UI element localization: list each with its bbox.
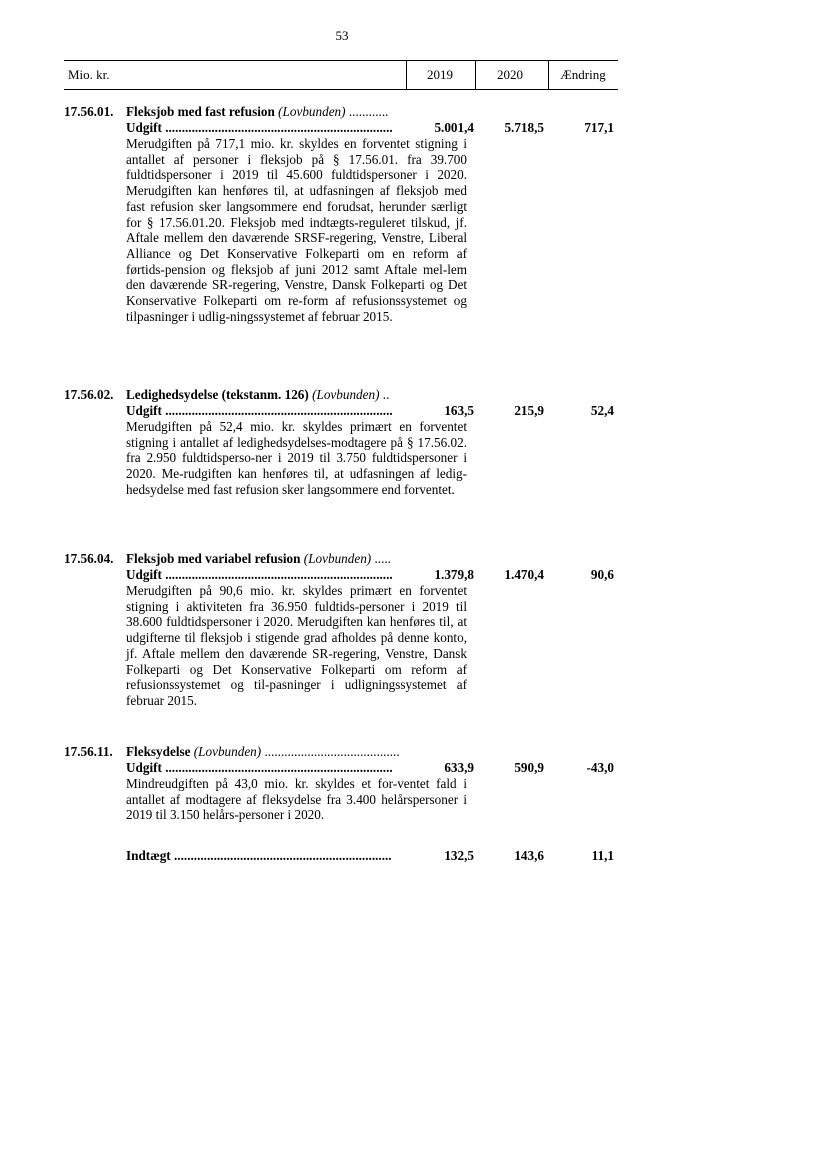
dot-leader: .........................................	[261, 744, 400, 759]
dot-leader: .....................................................................	[161, 760, 393, 775]
value-2019: 132,5	[444, 848, 474, 863]
account-title: Ledighedsydelse (tekstanm. 126)	[126, 387, 309, 402]
column-header-2019: 2019	[427, 67, 453, 82]
account-number: 17.56.01.	[64, 104, 114, 119]
dot-leader: .....	[371, 551, 391, 566]
section-description: Merudgiften på 52,4 mio. kr. skyldes primært en forventet stigning i antallet af ledighedsydelses-modtagere på § 17.56.02. fra 2.950 fuldtidsperso-ner i 2019 til 3.750 fuldtidspersoner i 2020. Me-rudgiften kan henføres til, at udfasningen af ledig-hedsydelse med fast refusion sker langsommere end forventet.	[126, 419, 467, 497]
section-description: Merudgiften på 717,1 mio. kr. skyldes en forventet stigning i antallet af personer i fleksjob på § 17.56.01. fra 39.700 fuldtidspersoner i 2019 til 45.600 fuldtidspersoner i 2020. Merudgiften kan henføres til, at udfasningen af fleksjob med fast refusion sker langsommere end forudsat, herunder særligt for § 17.56.01.20. Fleksjob med indtægts-reguleret tilskud, jf. Aftale mellem den daværende SRSF-regering, Venstre, Liberal Alliance og Det Konservative Folkeparti om en reform af førtids-pension og fleksjob af juni 2012 samt Aftale mel-lem den daværende SR-regering, Venstre, Dansk Folkeparti og Det Konservative Folkeparti om re-form af refusionssystemet og tilpasninger i udlig-ningssystemet af februar 2015.	[126, 136, 467, 324]
amount-row	[64, 120, 618, 136]
account-number: 17.56.11.	[64, 744, 113, 759]
dot-leader: .....................................................................	[161, 120, 393, 135]
table-header	[64, 60, 618, 90]
section-description: Merudgiften på 90,6 mio. kr. skyldes primært en forventet stigning i aktiviteten fra 36.950 fuldtids-personer i 2019 til 38.600 fuldtidspersoner i 2020. Merudgiften kan henføres til, at udgifterne til fleksjob i stigende grad afholdes på denne konto, jf. Aftale mellem den daværende SR-regering, Venstre, Dansk Folkeparti og Det Konservative Folkeparti om reform af refusionssystemet og til-pasninger i udligningssystemet af februar 2015.	[126, 583, 467, 708]
amount-row	[64, 848, 618, 864]
section-title-line	[64, 387, 618, 403]
value-change: 90,6	[590, 567, 614, 582]
value-2019: 1.379,8	[434, 567, 474, 582]
dot-leader: .....................................................................	[161, 403, 393, 418]
column-header-2020: 2020	[497, 67, 523, 82]
dot-leader: ..	[379, 387, 390, 402]
row-label: Udgift	[126, 120, 162, 135]
account-note: (Lovbunden)	[193, 744, 262, 759]
value-2019: 163,5	[444, 403, 474, 418]
account-section	[64, 387, 618, 497]
column-header-change: Ændring	[560, 67, 606, 82]
value-2019: 633,9	[444, 760, 474, 775]
dot-leader: .....................................................................	[161, 567, 393, 582]
section-title-line	[64, 744, 618, 760]
amount-row	[64, 760, 618, 776]
section-title-line	[64, 551, 618, 567]
section-title-line	[64, 104, 618, 120]
account-title: Fleksjob med variabel refusion	[126, 551, 301, 566]
value-change: -43,0	[586, 760, 614, 775]
value-change: 11,1	[591, 848, 614, 863]
row-label: Udgift	[126, 567, 162, 582]
value-change: 717,1	[584, 120, 614, 135]
row-label: Udgift	[126, 760, 162, 775]
amount-row	[64, 403, 618, 419]
value-2020: 215,9	[514, 403, 544, 418]
account-title: Fleksjob med fast refusion	[126, 104, 275, 119]
section-description: Mindreudgiften på 43,0 mio. kr. skyldes et for-ventet fald i antallet af modtagere af fleksydelse fra 3.400 helårspersoner i 2019 til 3.150 helårs-personer i 2020.	[126, 776, 467, 823]
account-title: Fleksydelse	[126, 744, 191, 759]
value-2020: 143,6	[514, 848, 544, 863]
account-section	[64, 744, 618, 863]
page-number: 53	[335, 28, 349, 43]
dot-leader: ............	[345, 104, 389, 119]
value-2020: 1.470,4	[504, 567, 544, 582]
account-number: 17.56.04.	[64, 551, 114, 566]
row-label: Udgift	[126, 403, 162, 418]
account-number: 17.56.02.	[64, 387, 114, 402]
account-note: (Lovbunden)	[312, 387, 380, 402]
value-2020: 590,9	[514, 760, 544, 775]
amount-row	[64, 567, 618, 583]
account-note: (Lovbunden)	[278, 104, 346, 119]
row-label: Indtægt	[126, 848, 171, 863]
account-note: (Lovbunden)	[303, 551, 372, 566]
account-section	[64, 104, 618, 324]
dot-leader: ..................................................................	[170, 848, 392, 863]
value-2019: 5.001,4	[434, 120, 474, 135]
value-change: 52,4	[590, 403, 614, 418]
account-section	[64, 551, 618, 708]
value-2020: 5.718,5	[504, 120, 544, 135]
unit-label: Mio. kr.	[68, 67, 110, 82]
